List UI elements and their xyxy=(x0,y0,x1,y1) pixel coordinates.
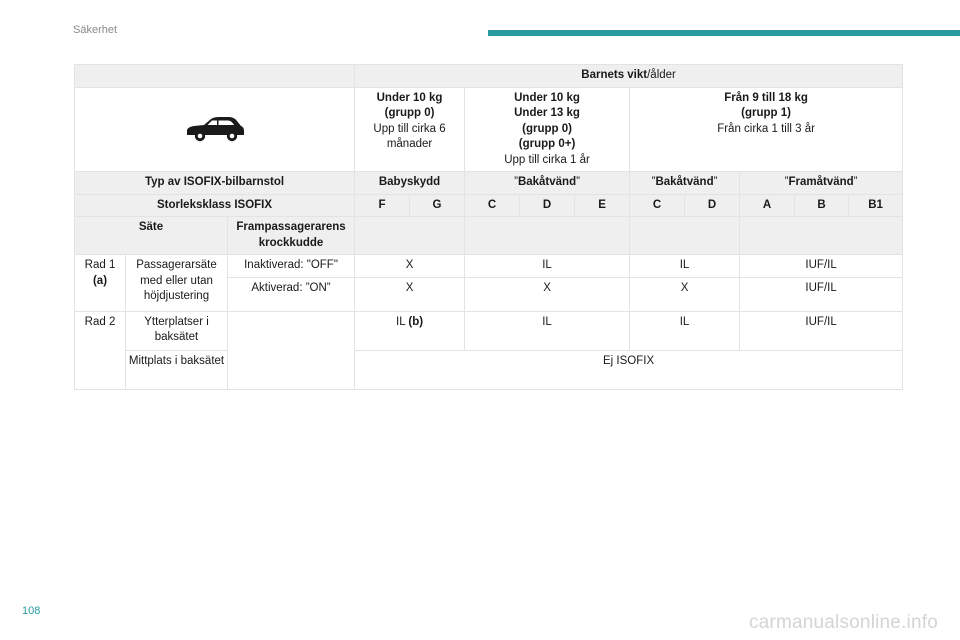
rad1-position: Passagerarsäte med eller utan höjdjustering xyxy=(126,255,228,312)
table-cell: IUF/IL xyxy=(740,255,903,278)
child-age-label: /ålder xyxy=(647,69,676,81)
rad1-label: Rad 1 (a) xyxy=(75,255,126,312)
page-number: 108 xyxy=(22,605,41,617)
isofix-table xyxy=(74,64,903,390)
size-class-cell: D xyxy=(685,194,740,217)
size-class-cell: C xyxy=(465,194,520,217)
rad2-middle-position: Mittplats i baksätet xyxy=(126,350,228,389)
table-cell: IL xyxy=(630,311,740,350)
size-class-cell: B1 xyxy=(849,194,903,217)
seat-header: Säte xyxy=(75,217,228,255)
rad2-middle-row xyxy=(75,350,903,389)
rad2-label: Rad 2 xyxy=(75,311,126,389)
empty-cell xyxy=(355,217,465,255)
table-cell: IL (b) xyxy=(355,311,465,350)
table-cell: X xyxy=(355,255,465,278)
table-cell: IL xyxy=(465,311,630,350)
airbag-header: Frampassagerarens krockkudde xyxy=(228,217,355,255)
type-bakatvand-2: ”Bakåtvänd” xyxy=(630,172,740,195)
size-class-cell: G xyxy=(410,194,465,217)
table-cell: IL xyxy=(630,255,740,278)
size-class-row xyxy=(75,194,903,217)
watermark: carmanualsonline.info xyxy=(748,612,938,633)
table-cell: IUF/IL xyxy=(740,311,903,350)
size-class-cell: C xyxy=(630,194,685,217)
weight-group-row xyxy=(75,87,903,172)
size-class-label: Storleksklass ISOFIX xyxy=(75,194,355,217)
rad1-airbag-on: Aktiverad: ”ON” xyxy=(228,277,355,311)
empty-cell xyxy=(465,217,630,255)
weight-group-0plus: Under 10 kg Under 13 kg (grupp 0) (grupp 0+) Upp till cirka 1 år xyxy=(465,87,630,172)
type-framatvand: ”Framåtvänd” xyxy=(740,172,903,195)
table-cell: IUF/IL xyxy=(740,277,903,311)
car-silhouette-icon xyxy=(183,114,247,144)
table-cell: IL xyxy=(465,255,630,278)
size-class-cell: A xyxy=(740,194,795,217)
table-cell: X xyxy=(630,277,740,311)
rad2-outer-position: Ytterplatser i baksätet xyxy=(126,311,228,350)
empty-cell xyxy=(228,311,355,389)
seat-type-label: Typ av ISOFIX-bilbarnstol xyxy=(75,172,355,195)
empty-header-cell xyxy=(75,65,355,88)
weight-age-header-row xyxy=(75,65,903,88)
car-cell xyxy=(75,87,355,172)
section-title: Säkerhet xyxy=(73,24,118,36)
child-weight-age-header xyxy=(355,65,903,88)
empty-cell xyxy=(740,217,903,255)
type-babyskydd: Babyskydd xyxy=(355,172,465,195)
seat-header-row xyxy=(75,217,903,255)
weight-group-0: Under 10 kg (grupp 0) Upp till cirka 6 månader xyxy=(355,87,465,172)
size-class-cell: E xyxy=(575,194,630,217)
seat-type-row xyxy=(75,172,903,195)
ej-isofix-cell: Ej ISOFIX xyxy=(355,350,903,389)
rad2-outer-row xyxy=(75,311,903,350)
size-class-cell: F xyxy=(355,194,410,217)
rad1-off-row xyxy=(75,255,903,278)
header-accent-bar xyxy=(488,30,960,36)
weight-group-1: Från 9 till 18 kg (grupp 1) Från cirka 1 till 3 år xyxy=(630,87,903,172)
rad1-airbag-off: Inaktiverad: "OFF" xyxy=(228,255,355,278)
size-class-cell: D xyxy=(520,194,575,217)
type-bakatvand-1: ”Bakåtvänd” xyxy=(465,172,630,195)
empty-cell xyxy=(630,217,740,255)
child-weight-label: Barnets vikt xyxy=(581,69,648,81)
table-cell: X xyxy=(465,277,630,311)
table-cell: X xyxy=(355,277,465,311)
size-class-cell: B xyxy=(795,194,849,217)
